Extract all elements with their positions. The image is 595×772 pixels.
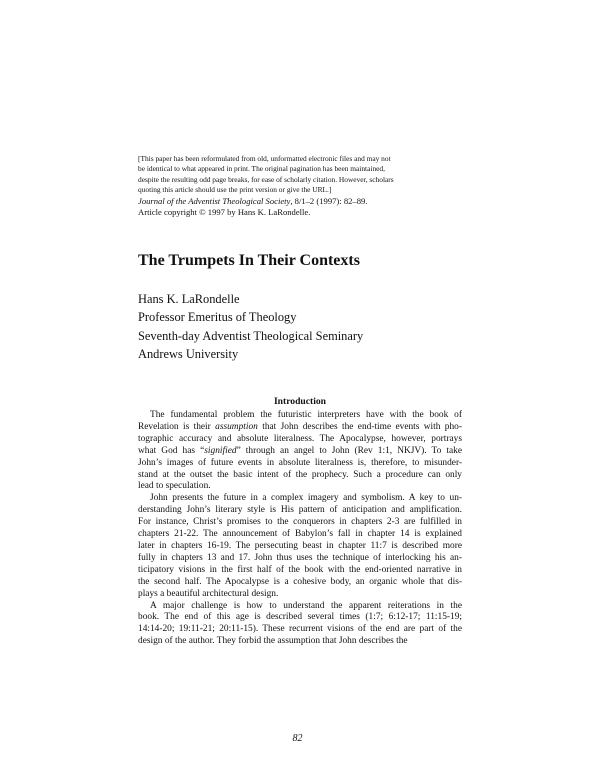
text-line: chapters 21-22. The announcement of Babylon’s fall in chapter 14 is explained — [138, 529, 462, 540]
text-line: book. The end of this age is described several times (1:7; 6:12-17; 11:15-19; — [138, 612, 462, 623]
journal-details: , 8/1–2 (1997): 82–89. — [290, 195, 368, 206]
journal-name: Journal of the Adventist Theological Society — [138, 195, 291, 206]
emphasis: signified — [204, 445, 237, 456]
body-paragraph — [138, 410, 462, 493]
note-line: despite the resulting odd page breaks, for ease of scholarly citation. However, scholars — [138, 174, 394, 184]
author-block — [138, 290, 363, 364]
text-line: 14:14-20; 19:11-21; 20:11-15). These recurrent visions of the end are part of the — [138, 624, 462, 635]
text-line: ticipatory visions in the first half of the book with the end-oriented narrative in — [138, 564, 462, 575]
text-line: later in chapters 16-19. The persecuting beast in chapter 11:7 is described more — [138, 540, 462, 551]
text-line: John’s images of future events in absolute literalness is, therefore, to misunder- — [138, 457, 462, 468]
text-line: tographic accuracy and absolute literalness. The Apocalypse, however, portrays — [138, 433, 462, 444]
article-title: The Trumpets In Their Contexts — [138, 252, 360, 269]
author-name: Hans K. LaRondelle — [138, 292, 240, 306]
body-paragraph — [138, 601, 462, 649]
text-line: A major challenge is how to understand the apparent reiterations in the — [150, 600, 462, 611]
body-paragraph — [138, 493, 462, 600]
author-institution: Seventh-day Adventist Theological Seminary — [138, 328, 364, 343]
note-line: [This paper has been reformulated from old, unformatted electronic files and may not — [138, 154, 391, 163]
page-number: 82 — [292, 733, 303, 744]
reformat-note — [138, 154, 463, 218]
text-line: lead to speculation. — [138, 481, 211, 492]
text-line: Revelation is their assumption that John describes the end-time events with pho- — [138, 421, 462, 432]
section-heading: Introduction — [273, 396, 327, 407]
journal-citation — [138, 196, 463, 207]
text-line: fully in chapters 13 and 17. John thus uses the technique of interlocking his an- — [138, 552, 462, 563]
author-position: Professor Emeritus of Theology — [138, 310, 297, 325]
emphasis: assumption — [215, 421, 258, 432]
note-line: be identical to what appeared in print. The original pagination has been maintained, — [138, 164, 385, 174]
text-line: derstanding John’s literary style is His pattern of anticipation and amplification. — [138, 505, 462, 516]
text-line: The fundamental problem the futuristic interpreters have with the book of — [150, 410, 462, 420]
text-line: John presents the future in a complex imagery and symbolism. A key to un- — [150, 493, 462, 504]
text-line: what God has “signified” through an angel to John (Rev 1:1, NKJV). To take — [138, 445, 462, 456]
author-university: Andrews University — [138, 347, 239, 362]
text-line: design of the author. They forbid the assumption that John describes the — [138, 636, 408, 647]
copyright-line: Article copyright © 1997 by Hans K. LaRondelle. — [138, 206, 311, 217]
text-line: the second half. The Apocalypse is a cohesive body, an organic whole that dis- — [138, 576, 462, 587]
article-body — [138, 410, 462, 648]
text-line: stand at the outset the basic intent of the prophecy. Such a procedure can only — [138, 469, 462, 480]
note-line: quoting this article should use the print version or give the URL.] — [138, 185, 332, 195]
text-line: plays a beautiful architectural design. — [138, 588, 279, 599]
text-line: For instance, Christ’s promises to the conquerors in chapters 2-3 are fulfilled in — [138, 517, 462, 528]
